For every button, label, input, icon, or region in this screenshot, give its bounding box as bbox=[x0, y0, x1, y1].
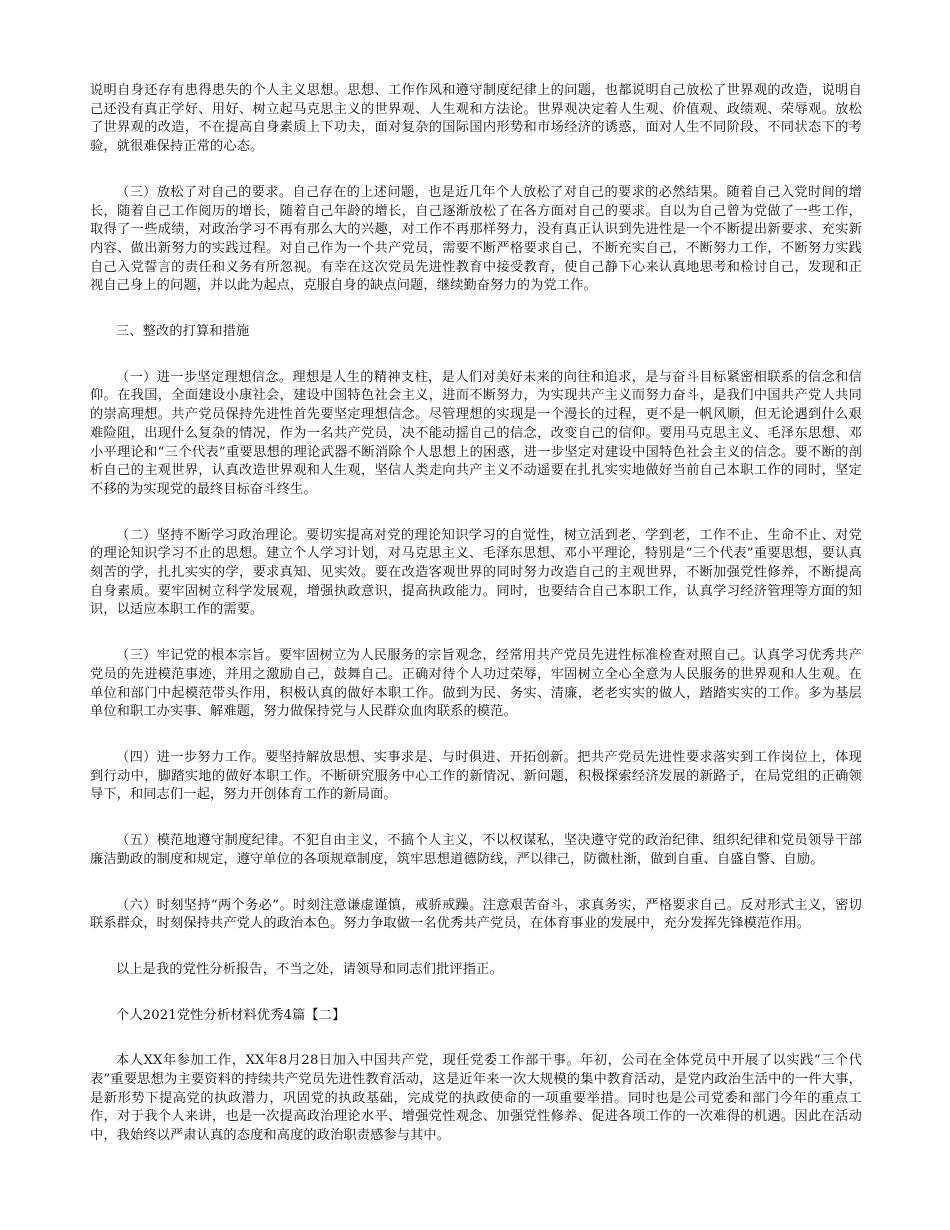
paragraph-introduction: 本人XX年参加工作，XX年8月28日加入中国共产党，现任党委工作部干事。年初，公司在全体党员中开展了以实践“三个代表”重要思想为主要资料的持续共产党员先进性教育活动，这是近年来一次大规模的集中教育活动，是党内政治生活中的一件大事，是新形势下提高党的执政潜力，巩固党的执政基础，完成党的执政使命的一项重要举措。同时也是公司党委和部门今年的重点工作，对于我个人来讲，也是一次提高政治理论水平、增强党性观念、加强党性修养、促进各项工作的一次难得的机遇。因此在活动中，我始终以严肃认真的态度和高度的政治职责感参与其中。 bbox=[90, 1053, 862, 1144]
paragraph-work-effort: （四）进一步努力工作。要坚持解放思想、实事求是、与时俱进、开拓创新。把共产党员先进性要求落实到工作岗位上，体现到行动中，脚踏实地的做好本职工作。不断研究服务中心工作的新情况、新问题，积极探索经济发展的新路子，在局党组的正确领导下，和同志们一起，努力开创体育工作的新局面。 bbox=[90, 749, 862, 803]
paragraph-political-theory: （二）坚持不断学习政治理论。要切实提高对党的理论知识学习的自觉性，树立活到老、学到老，工作不止、生命不止、对党的理论知识学习不止的思想。建立个人学习计划，对马克思主义、毛泽东思想、邓小平理论，特别是“三个代表”重要思想，要认真刻苦的学，扎扎实实的学，要求真知、见实效。要在改造客观世界的同时努力改造自己的主观世界，不断加强党性修养，不断提高自身素质。要牢固树立科学发展观，增强执政意识，提高执政能力。同时，也要结合自己本职工作，认真学习经济管理等方面的知识，以适应本职工作的需要。 bbox=[90, 527, 862, 618]
section-heading-rectification: 三、整改的打算和措施 bbox=[116, 324, 250, 340]
paragraph-fundamental-purpose: （三）牢记党的根本宗旨。要牢固树立为人民服务的宗旨观念，经常用共产党员先进性标准检查对照自己。认真学习优秀共产党员的先进模范事迹，并用之激励自己，鼓舞自己。正确对待个人功过荣辱，牢固树立全心全意为人民服务的世界观和人生观。在单位和部门中起模范带头作用，积极认真的做好本职工作。做到为民、务实、清廉，老老实实的做人，踏踏实实的工作。多为基层单位和职工办实事、解难题，努力做保持党与人民群众血肉联系的模范。 bbox=[90, 648, 862, 720]
paragraph-ideals-beliefs: （一）进一步坚定理想信念。理想是人生的精神支柱，是人们对美好未来的向往和追求，是与奋斗目标紧密相联系的信念和信仰。在我国，全面建设小康社会，建设中国特色社会主义，进而不断努力，为实现共产主义而努力奋斗，是我们中国共产党人共同的崇高理想。共产党员保持先进性首先要坚定理想信念。尽管理想的实现是一个漫长的过程，更不是一帆风顺，但无论遇到什么艰难险阻，出现什么复杂的情况，作为一名共产党员，决不能动摇自己的信念，改变自己的信仰。要用马克思主义、毛泽东思想、邓小平理论和“三个代表”重要思想的理论武器不断消除个人思想上的困惑，进一步坚定对建设中国特色社会主义的信念。要不断的剖析自己的主观世界，认真改造世界观和人生观，坚信人类走向共产主义不动遥要在扎扎实实地做好当前自己本职工作的同时，坚定不移的为实现党的最终目标奋斗终生。 bbox=[90, 369, 862, 497]
paragraph-discipline: （五）模范地遵守制度纪律。不犯自由主义，不搞个人主义，不以权谋私，坚决遵守党的政治纪律、组织纪律和党员领导干部廉洁勤政的制度和规定，遵守单位的各项规章制度，筑牢思想道德防线，严以律己，防微杜渐，做到自重、自盛自警、自励。 bbox=[90, 833, 862, 867]
document-subtitle: 个人2021党性分析材料优秀4篇【二】 bbox=[116, 1007, 346, 1023]
paragraph-closing: 以上是我的党性分析报告，不当之处，请领导和同志们批评指正。 bbox=[116, 961, 503, 977]
paragraph-worldview: 说明自身还存有患得患失的个人主义思想。思想、工作作风和遵守制度纪律上的问题，也都说明自己放松了世界观的改造，说明自己还没有真正学好、用好、树立起马克思主义的世界观、人生观和方法论。世界观决定着人生观、价值观、政绩观、荣辱观。放松了世界观的改造，不在提高自身素质上下功夫，面对复杂的国际国内形势和市场经济的诱惑，面对人生不同阶段、不同状态下的考验，就很难保持正常的心态。 bbox=[90, 83, 862, 155]
paragraph-relaxed-requirements: （三）放松了对自己的要求。自己存在的上述问题，也是近几年个人放松了对自己的要求的必然结果。随着自己入党时间的增长，随着自己工作阅历的增长，随着自己年龄的增长，自己逐渐放松了在各方面对自己的要求。自以为自己曾为党做了一些工作，取得了一些成绩，对政治学习不再有那么大的兴趣，对工作不再那样努力，没有真正认识到先进性是一个不断提出新要求、充实新内容、做出新努力的实践过程。对自己作为一个共产党员，需要不断严格要求自己，不断充实自己，不断努力工作，不断努力实践自己入党誓言的责任和义务有所忽视。有幸在这次党员先进性教育中接受教育，使自己静下心来认真地思考和检讨自己，发现和正视自己身上的问题，并以此为起点，克服自身的缺点问题，继续勤奋努力的为党工作。 bbox=[90, 184, 862, 294]
document-body bbox=[90, 82, 862, 1173]
paragraph-two-musts: （六）时刻坚持“两个务必”。时刻注意谦虚谨慎，戒骄戒躁。注意艰苦奋斗，求真务实，严格要求自己。反对形式主义，密切联系群众，时刻保持共产党人的政治本色。努力争取做一名优秀共产党员，在体育事业的发展中，充分发挥先锋模范作用。 bbox=[90, 897, 862, 932]
